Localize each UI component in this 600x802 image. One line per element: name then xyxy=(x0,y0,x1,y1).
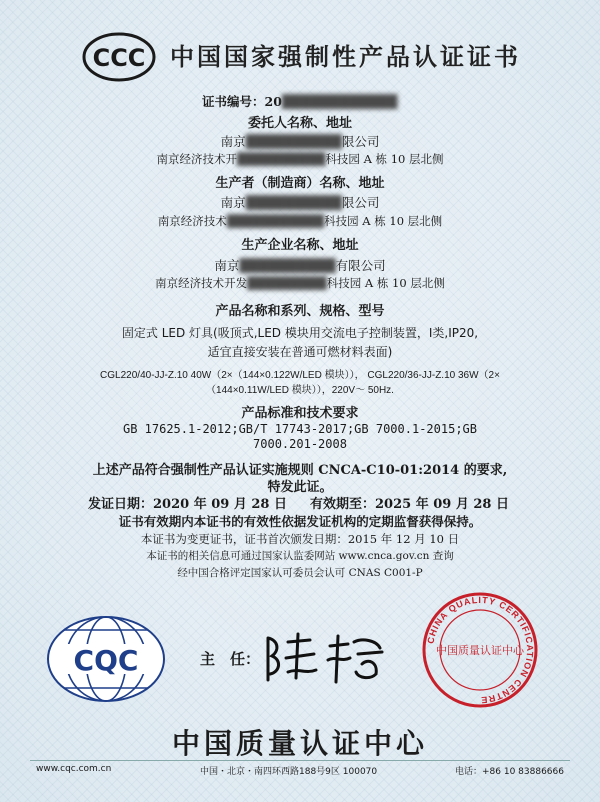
conformity-statement-line1: 上述产品符合强制性产品认证实施规则 CNCA-C10-01:2014 的要求, xyxy=(92,463,508,478)
ccc-logo-text: CCC xyxy=(92,44,146,72)
factory-name-prefix: 南京 xyxy=(214,258,240,273)
validity-note: 证书有效期内本证书的有效性依据发证机构的定期监督获得保持。 xyxy=(118,514,482,529)
issue-date-value: 2020 年 09 月 28 日 xyxy=(153,497,288,512)
applicant-name-redacted: ██████████ xyxy=(245,134,342,149)
seal-center-text: 中国质量认证中心 xyxy=(436,644,524,657)
footer-telephone: 电话：+86 10 83886666 xyxy=(455,767,564,777)
query-note: 本证书的相关信息可通过国家认监委网站 www.cnca.gov.cn 查询 xyxy=(146,550,454,562)
manufacturer-name-suffix: 限公司 xyxy=(341,195,380,210)
manufacturer-address-redacted: ███████████ xyxy=(226,214,325,228)
certificate-number xyxy=(202,92,397,110)
issue-date-label: 发证日期： xyxy=(88,497,154,512)
manufacturer-label: 生产者（制造商）名称、地址 xyxy=(215,176,385,191)
standards-line1: GB 17625.1-2012;GB/T 17743-2017;GB 7000.1-2015;GB xyxy=(122,422,477,436)
director-signature xyxy=(258,628,388,688)
footer-address: 中国・北京・南四环西路188号9区 100070 xyxy=(200,767,378,777)
factory-label: 生产企业名称、地址 xyxy=(241,238,359,253)
standards-label: 产品标准和技术要求 xyxy=(241,406,359,421)
accreditation-note: 经中国合格评定国家认可委员会认可 CNAS C001-P xyxy=(177,567,423,579)
factory-address-redacted: █████████ xyxy=(247,276,327,290)
manufacturer-name xyxy=(0,193,600,211)
product-description-line1: 固定式 LED 灯具(吸顶式,LED 模块用交流电子控制装置，Ⅰ类,IP20, xyxy=(121,326,479,340)
applicant-address xyxy=(0,151,600,167)
manufacturer-address-prefix: 南京经济技术 xyxy=(157,214,227,228)
applicant-name-suffix: 限公司 xyxy=(341,134,380,149)
factory-name-suffix: 有限公司 xyxy=(335,258,386,273)
certificate-title: 中国国家强制性产品认证证书 xyxy=(170,43,521,71)
director-label: 主 任： xyxy=(200,650,261,668)
certificate-number-redacted: ████████████ xyxy=(281,94,398,109)
footer-website: www.cqc.com.cn xyxy=(36,764,112,774)
factory-address-suffix: 科技园 A 栋 10 层北侧 xyxy=(326,276,445,290)
applicant-label: 委托人名称、地址 xyxy=(247,116,352,131)
expiry-date xyxy=(310,493,509,512)
ccc-logo xyxy=(82,32,156,82)
cqc-logo-text: CQC xyxy=(73,644,139,677)
issue-date xyxy=(88,493,287,512)
certificate-number-label: 证书编号： xyxy=(202,94,265,109)
applicant-name-prefix: 南京 xyxy=(220,134,246,149)
standards-line2: 7000.201-2008 xyxy=(253,437,347,451)
seal-ring-text: CHINA QUALITY CERTIFICATION CENTRE xyxy=(425,594,536,706)
manufacturer-address xyxy=(0,213,600,229)
factory-name xyxy=(0,256,600,274)
manufacturer-address-suffix: 科技园 A 栋 10 层北侧 xyxy=(324,214,443,228)
applicant-address-redacted: ██████████ xyxy=(236,152,326,166)
footer-divider xyxy=(30,760,570,761)
product-model-line2: （144×0.11W/LED 模块）），220V～ 50Hz. xyxy=(206,385,394,396)
conformity-statement-line2: 特发此证。 xyxy=(267,480,333,495)
expiry-date-label: 有效期至： xyxy=(310,497,376,512)
official-seal xyxy=(420,590,540,710)
applicant-address-suffix: 科技园 A 栋 10 层北侧 xyxy=(325,152,444,166)
applicant-name xyxy=(0,132,600,150)
product-label: 产品名称和系列、规格、型号 xyxy=(215,304,385,319)
product-model-line1: CGL220/40-JJ-Z.10 40W（2×（144×0.122W/LED 模块））， CGL220/36-JJ-Z.10 36W（2× xyxy=(100,370,500,381)
change-note: 本证书为变更证书，证书首次颁发日期：2015 年 12 月 10 日 xyxy=(140,532,460,546)
product-description-line2: 适宜直接安装在普通可燃材料表面) xyxy=(207,345,393,359)
certificate-number-value: 20 xyxy=(264,94,282,109)
cqc-logo xyxy=(46,614,166,704)
manufacturer-name-prefix: 南京 xyxy=(220,195,246,210)
factory-address-prefix: 南京经济技术开发 xyxy=(155,276,248,290)
issuing-organization: 中国质量认证中心 xyxy=(171,727,428,760)
factory-address xyxy=(0,275,600,291)
manufacturer-name-redacted: ██████████ xyxy=(245,195,342,210)
factory-name-redacted: ██████████ xyxy=(239,258,336,273)
expiry-date-value: 2025 年 09 月 28 日 xyxy=(375,497,510,512)
applicant-address-prefix: 南京经济技术开 xyxy=(156,152,237,166)
